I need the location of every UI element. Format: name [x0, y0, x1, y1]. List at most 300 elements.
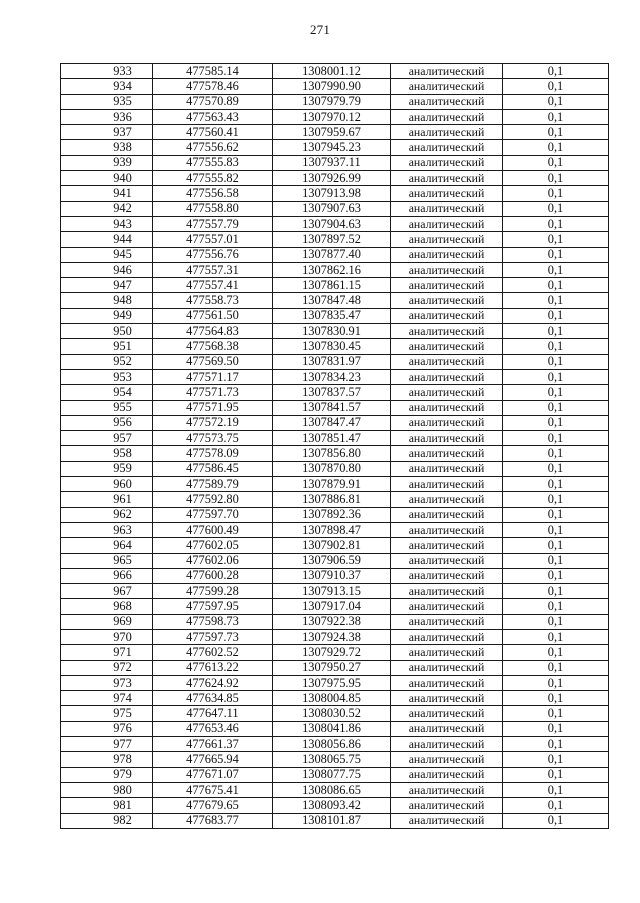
y-coordinate-cell: 1308065.75 [273, 752, 391, 767]
x-coordinate-cell: 477560.41 [153, 125, 273, 140]
table-row [61, 645, 609, 660]
point-number-cell: 957 [61, 431, 153, 446]
x-coordinate-cell: 477557.41 [153, 278, 273, 293]
table-row [61, 79, 609, 94]
method-cell: аналитический [391, 64, 503, 79]
point-number-cell: 962 [61, 507, 153, 522]
method-cell: аналитический [391, 247, 503, 262]
table-row [61, 813, 609, 828]
y-coordinate-cell: 1307851.47 [273, 431, 391, 446]
method-cell: аналитический [391, 721, 503, 736]
y-coordinate-cell: 1307913.15 [273, 584, 391, 599]
point-number-cell: 937 [61, 125, 153, 140]
x-coordinate-cell: 477563.43 [153, 109, 273, 124]
x-coordinate-cell: 477597.95 [153, 599, 273, 614]
table-row [61, 64, 609, 79]
coordinates-table-body [61, 64, 609, 829]
method-cell: аналитический [391, 629, 503, 644]
method-cell: аналитический [391, 645, 503, 660]
table-row [61, 308, 609, 323]
point-number-cell: 935 [61, 94, 153, 109]
method-cell: аналитический [391, 431, 503, 446]
table-row [61, 385, 609, 400]
accuracy-cell: 0,1 [503, 293, 609, 308]
method-cell: аналитический [391, 553, 503, 568]
table-row [61, 171, 609, 186]
method-cell: аналитический [391, 109, 503, 124]
method-cell: аналитический [391, 477, 503, 492]
accuracy-cell: 0,1 [503, 247, 609, 262]
x-coordinate-cell: 477634.85 [153, 691, 273, 706]
y-coordinate-cell: 1308001.12 [273, 64, 391, 79]
method-cell: аналитический [391, 446, 503, 461]
table-row [61, 155, 609, 170]
table-row [61, 568, 609, 583]
accuracy-cell: 0,1 [503, 614, 609, 629]
y-coordinate-cell: 1307830.91 [273, 324, 391, 339]
y-coordinate-cell: 1307835.47 [273, 308, 391, 323]
y-coordinate-cell: 1307879.91 [273, 477, 391, 492]
point-number-cell: 936 [61, 109, 153, 124]
point-number-cell: 934 [61, 79, 153, 94]
point-number-cell: 960 [61, 477, 153, 492]
accuracy-cell: 0,1 [503, 278, 609, 293]
point-number-cell: 944 [61, 232, 153, 247]
method-cell: аналитический [391, 492, 503, 507]
table-row [61, 293, 609, 308]
y-coordinate-cell: 1308030.52 [273, 706, 391, 721]
point-number-cell: 947 [61, 278, 153, 293]
table-row [61, 216, 609, 231]
y-coordinate-cell: 1307862.16 [273, 262, 391, 277]
accuracy-cell: 0,1 [503, 354, 609, 369]
accuracy-cell: 0,1 [503, 232, 609, 247]
point-number-cell: 966 [61, 568, 153, 583]
x-coordinate-cell: 477589.79 [153, 477, 273, 492]
y-coordinate-cell: 1307975.95 [273, 675, 391, 690]
y-coordinate-cell: 1307877.40 [273, 247, 391, 262]
method-cell: аналитический [391, 538, 503, 553]
x-coordinate-cell: 477569.50 [153, 354, 273, 369]
y-coordinate-cell: 1308077.75 [273, 767, 391, 782]
y-coordinate-cell: 1307917.04 [273, 599, 391, 614]
method-cell: аналитический [391, 186, 503, 201]
method-cell: аналитический [391, 308, 503, 323]
y-coordinate-cell: 1308004.85 [273, 691, 391, 706]
accuracy-cell: 0,1 [503, 477, 609, 492]
x-coordinate-cell: 477578.46 [153, 79, 273, 94]
x-coordinate-cell: 477671.07 [153, 767, 273, 782]
accuracy-cell: 0,1 [503, 553, 609, 568]
x-coordinate-cell: 477568.38 [153, 339, 273, 354]
accuracy-cell: 0,1 [503, 706, 609, 721]
x-coordinate-cell: 477592.80 [153, 492, 273, 507]
method-cell: аналитический [391, 614, 503, 629]
table-row [61, 278, 609, 293]
point-number-cell: 952 [61, 354, 153, 369]
table-row [61, 354, 609, 369]
x-coordinate-cell: 477624.92 [153, 675, 273, 690]
table-row [61, 691, 609, 706]
method-cell: аналитический [391, 354, 503, 369]
point-number-cell: 959 [61, 461, 153, 476]
accuracy-cell: 0,1 [503, 125, 609, 140]
x-coordinate-cell: 477597.70 [153, 507, 273, 522]
accuracy-cell: 0,1 [503, 584, 609, 599]
x-coordinate-cell: 477613.22 [153, 660, 273, 675]
point-number-cell: 941 [61, 186, 153, 201]
table-row [61, 675, 609, 690]
x-coordinate-cell: 477665.94 [153, 752, 273, 767]
method-cell: аналитический [391, 324, 503, 339]
point-number-cell: 981 [61, 798, 153, 813]
x-coordinate-cell: 477597.73 [153, 629, 273, 644]
method-cell: аналитический [391, 522, 503, 537]
table-row [61, 782, 609, 797]
method-cell: аналитический [391, 339, 503, 354]
x-coordinate-cell: 477558.80 [153, 201, 273, 216]
table-row [61, 324, 609, 339]
point-number-cell: 950 [61, 324, 153, 339]
x-coordinate-cell: 477647.11 [153, 706, 273, 721]
y-coordinate-cell: 1307906.59 [273, 553, 391, 568]
table-row [61, 232, 609, 247]
point-number-cell: 954 [61, 385, 153, 400]
point-number-cell: 943 [61, 216, 153, 231]
x-coordinate-cell: 477570.89 [153, 94, 273, 109]
y-coordinate-cell: 1308056.86 [273, 737, 391, 752]
accuracy-cell: 0,1 [503, 79, 609, 94]
method-cell: аналитический [391, 140, 503, 155]
y-coordinate-cell: 1307886.81 [273, 492, 391, 507]
accuracy-cell: 0,1 [503, 201, 609, 216]
point-number-cell: 975 [61, 706, 153, 721]
y-coordinate-cell: 1307892.36 [273, 507, 391, 522]
y-coordinate-cell: 1307904.63 [273, 216, 391, 231]
x-coordinate-cell: 477556.58 [153, 186, 273, 201]
x-coordinate-cell: 477572.19 [153, 415, 273, 430]
y-coordinate-cell: 1307910.37 [273, 568, 391, 583]
accuracy-cell: 0,1 [503, 94, 609, 109]
table-row [61, 522, 609, 537]
method-cell: аналитический [391, 782, 503, 797]
table-row [61, 201, 609, 216]
table-row [61, 706, 609, 721]
table-row [61, 247, 609, 262]
x-coordinate-cell: 477573.75 [153, 431, 273, 446]
method-cell: аналитический [391, 278, 503, 293]
y-coordinate-cell: 1307856.80 [273, 446, 391, 461]
method-cell: аналитический [391, 660, 503, 675]
x-coordinate-cell: 477679.65 [153, 798, 273, 813]
x-coordinate-cell: 477578.09 [153, 446, 273, 461]
y-coordinate-cell: 1307907.63 [273, 201, 391, 216]
table-row [61, 629, 609, 644]
point-number-cell: 967 [61, 584, 153, 599]
accuracy-cell: 0,1 [503, 155, 609, 170]
point-number-cell: 965 [61, 553, 153, 568]
accuracy-cell: 0,1 [503, 660, 609, 675]
table-row [61, 798, 609, 813]
point-number-cell: 970 [61, 629, 153, 644]
method-cell: аналитический [391, 415, 503, 430]
x-coordinate-cell: 477586.45 [153, 461, 273, 476]
accuracy-cell: 0,1 [503, 140, 609, 155]
method-cell: аналитический [391, 79, 503, 94]
method-cell: аналитический [391, 171, 503, 186]
x-coordinate-cell: 477557.01 [153, 232, 273, 247]
point-number-cell: 972 [61, 660, 153, 675]
accuracy-cell: 0,1 [503, 782, 609, 797]
page-number: 271 [309, 22, 331, 37]
table-row [61, 721, 609, 736]
point-number-cell: 979 [61, 767, 153, 782]
accuracy-cell: 0,1 [503, 752, 609, 767]
accuracy-cell: 0,1 [503, 339, 609, 354]
table-row [61, 94, 609, 109]
y-coordinate-cell: 1307937.11 [273, 155, 391, 170]
x-coordinate-cell: 477571.73 [153, 385, 273, 400]
method-cell: аналитический [391, 507, 503, 522]
x-coordinate-cell: 477585.14 [153, 64, 273, 79]
accuracy-cell: 0,1 [503, 599, 609, 614]
accuracy-cell: 0,1 [503, 568, 609, 583]
method-cell: аналитический [391, 262, 503, 277]
y-coordinate-cell: 1307902.81 [273, 538, 391, 553]
table-row [61, 767, 609, 782]
point-number-cell: 949 [61, 308, 153, 323]
y-coordinate-cell: 1307834.23 [273, 369, 391, 384]
point-number-cell: 976 [61, 721, 153, 736]
x-coordinate-cell: 477599.28 [153, 584, 273, 599]
y-coordinate-cell: 1307861.15 [273, 278, 391, 293]
x-coordinate-cell: 477600.28 [153, 568, 273, 583]
x-coordinate-cell: 477558.73 [153, 293, 273, 308]
y-coordinate-cell: 1307945.23 [273, 140, 391, 155]
method-cell: аналитический [391, 691, 503, 706]
table-row [61, 461, 609, 476]
point-number-cell: 977 [61, 737, 153, 752]
point-number-cell: 961 [61, 492, 153, 507]
y-coordinate-cell: 1308093.42 [273, 798, 391, 813]
accuracy-cell: 0,1 [503, 415, 609, 430]
x-coordinate-cell: 477600.49 [153, 522, 273, 537]
accuracy-cell: 0,1 [503, 767, 609, 782]
x-coordinate-cell: 477556.62 [153, 140, 273, 155]
point-number-cell: 963 [61, 522, 153, 537]
x-coordinate-cell: 477557.79 [153, 216, 273, 231]
point-number-cell: 978 [61, 752, 153, 767]
method-cell: аналитический [391, 584, 503, 599]
point-number-cell: 956 [61, 415, 153, 430]
y-coordinate-cell: 1307837.57 [273, 385, 391, 400]
table-row [61, 584, 609, 599]
accuracy-cell: 0,1 [503, 308, 609, 323]
x-coordinate-cell: 477557.31 [153, 262, 273, 277]
table-row [61, 477, 609, 492]
table-row [61, 109, 609, 124]
y-coordinate-cell: 1307870.80 [273, 461, 391, 476]
table-row [61, 737, 609, 752]
accuracy-cell: 0,1 [503, 798, 609, 813]
point-number-cell: 942 [61, 201, 153, 216]
y-coordinate-cell: 1308041.86 [273, 721, 391, 736]
x-coordinate-cell: 477602.05 [153, 538, 273, 553]
point-number-cell: 968 [61, 599, 153, 614]
y-coordinate-cell: 1307847.48 [273, 293, 391, 308]
point-number-cell: 951 [61, 339, 153, 354]
x-coordinate-cell: 477683.77 [153, 813, 273, 828]
table-row [61, 415, 609, 430]
x-coordinate-cell: 477598.73 [153, 614, 273, 629]
table-row [61, 507, 609, 522]
x-coordinate-cell: 477555.82 [153, 171, 273, 186]
method-cell: аналитический [391, 461, 503, 476]
point-number-cell: 971 [61, 645, 153, 660]
y-coordinate-cell: 1307841.57 [273, 400, 391, 415]
point-number-cell: 940 [61, 171, 153, 186]
y-coordinate-cell: 1307913.98 [273, 186, 391, 201]
method-cell: аналитический [391, 675, 503, 690]
table-row [61, 262, 609, 277]
x-coordinate-cell: 477661.37 [153, 737, 273, 752]
y-coordinate-cell: 1307831.97 [273, 354, 391, 369]
y-coordinate-cell: 1307950.27 [273, 660, 391, 675]
accuracy-cell: 0,1 [503, 216, 609, 231]
method-cell: аналитический [391, 737, 503, 752]
table-row [61, 369, 609, 384]
accuracy-cell: 0,1 [503, 691, 609, 706]
table-row [61, 140, 609, 155]
accuracy-cell: 0,1 [503, 522, 609, 537]
x-coordinate-cell: 477602.06 [153, 553, 273, 568]
accuracy-cell: 0,1 [503, 171, 609, 186]
accuracy-cell: 0,1 [503, 262, 609, 277]
method-cell: аналитический [391, 767, 503, 782]
accuracy-cell: 0,1 [503, 324, 609, 339]
method-cell: аналитический [391, 400, 503, 415]
table-row [61, 339, 609, 354]
method-cell: аналитический [391, 94, 503, 109]
method-cell: аналитический [391, 706, 503, 721]
method-cell: аналитический [391, 232, 503, 247]
x-coordinate-cell: 477675.41 [153, 782, 273, 797]
y-coordinate-cell: 1307979.79 [273, 94, 391, 109]
y-coordinate-cell: 1307898.47 [273, 522, 391, 537]
point-number-cell: 980 [61, 782, 153, 797]
x-coordinate-cell: 477556.76 [153, 247, 273, 262]
x-coordinate-cell: 477653.46 [153, 721, 273, 736]
table-row [61, 599, 609, 614]
method-cell: аналитический [391, 599, 503, 614]
x-coordinate-cell: 477555.83 [153, 155, 273, 170]
point-number-cell: 969 [61, 614, 153, 629]
accuracy-cell: 0,1 [503, 186, 609, 201]
table-row [61, 553, 609, 568]
table-row [61, 186, 609, 201]
method-cell: аналитический [391, 752, 503, 767]
method-cell: аналитический [391, 125, 503, 140]
point-number-cell: 973 [61, 675, 153, 690]
x-coordinate-cell: 477602.52 [153, 645, 273, 660]
method-cell: аналитический [391, 568, 503, 583]
method-cell: аналитический [391, 216, 503, 231]
accuracy-cell: 0,1 [503, 400, 609, 415]
point-number-cell: 958 [61, 446, 153, 461]
y-coordinate-cell: 1307970.12 [273, 109, 391, 124]
accuracy-cell: 0,1 [503, 109, 609, 124]
point-number-cell: 982 [61, 813, 153, 828]
y-coordinate-cell: 1307830.45 [273, 339, 391, 354]
point-number-cell: 945 [61, 247, 153, 262]
accuracy-cell: 0,1 [503, 461, 609, 476]
method-cell: аналитический [391, 293, 503, 308]
accuracy-cell: 0,1 [503, 446, 609, 461]
method-cell: аналитический [391, 369, 503, 384]
y-coordinate-cell: 1307922.38 [273, 614, 391, 629]
y-coordinate-cell: 1307926.99 [273, 171, 391, 186]
coordinates-table [60, 63, 609, 829]
x-coordinate-cell: 477571.95 [153, 400, 273, 415]
accuracy-cell: 0,1 [503, 385, 609, 400]
table-row [61, 400, 609, 415]
accuracy-cell: 0,1 [503, 629, 609, 644]
method-cell: аналитический [391, 798, 503, 813]
y-coordinate-cell: 1307897.52 [273, 232, 391, 247]
point-number-cell: 948 [61, 293, 153, 308]
accuracy-cell: 0,1 [503, 737, 609, 752]
table-row [61, 431, 609, 446]
accuracy-cell: 0,1 [503, 813, 609, 828]
point-number-cell: 939 [61, 155, 153, 170]
table-row [61, 660, 609, 675]
point-number-cell: 974 [61, 691, 153, 706]
y-coordinate-cell: 1307959.67 [273, 125, 391, 140]
point-number-cell: 953 [61, 369, 153, 384]
accuracy-cell: 0,1 [503, 721, 609, 736]
accuracy-cell: 0,1 [503, 431, 609, 446]
method-cell: аналитический [391, 385, 503, 400]
table-row [61, 538, 609, 553]
accuracy-cell: 0,1 [503, 369, 609, 384]
accuracy-cell: 0,1 [503, 645, 609, 660]
point-number-cell: 933 [61, 64, 153, 79]
method-cell: аналитический [391, 155, 503, 170]
x-coordinate-cell: 477571.17 [153, 369, 273, 384]
x-coordinate-cell: 477561.50 [153, 308, 273, 323]
accuracy-cell: 0,1 [503, 492, 609, 507]
point-number-cell: 946 [61, 262, 153, 277]
table-row [61, 614, 609, 629]
y-coordinate-cell: 1307990.90 [273, 79, 391, 94]
accuracy-cell: 0,1 [503, 538, 609, 553]
point-number-cell: 964 [61, 538, 153, 553]
accuracy-cell: 0,1 [503, 64, 609, 79]
y-coordinate-cell: 1308101.87 [273, 813, 391, 828]
y-coordinate-cell: 1308086.65 [273, 782, 391, 797]
table-row [61, 752, 609, 767]
y-coordinate-cell: 1307929.72 [273, 645, 391, 660]
table-row [61, 446, 609, 461]
table-row [61, 125, 609, 140]
accuracy-cell: 0,1 [503, 507, 609, 522]
accuracy-cell: 0,1 [503, 675, 609, 690]
method-cell: аналитический [391, 813, 503, 828]
y-coordinate-cell: 1307924.38 [273, 629, 391, 644]
table-row [61, 492, 609, 507]
point-number-cell: 938 [61, 140, 153, 155]
x-coordinate-cell: 477564.83 [153, 324, 273, 339]
